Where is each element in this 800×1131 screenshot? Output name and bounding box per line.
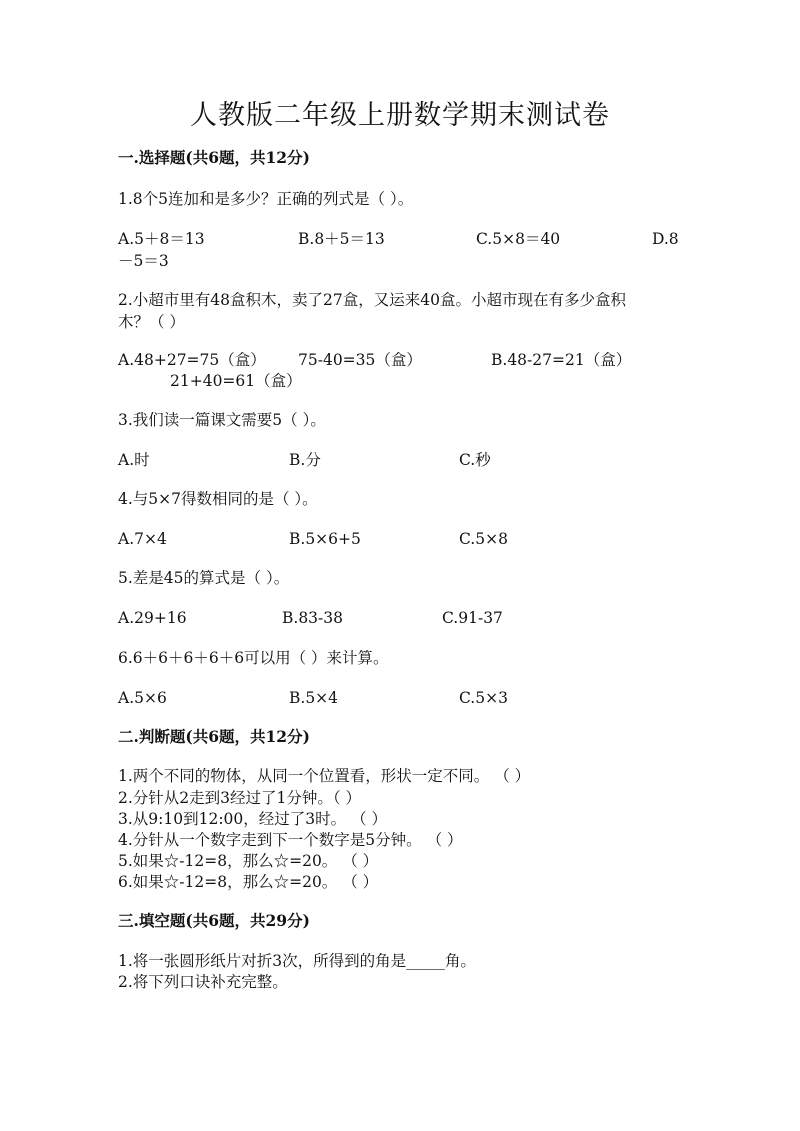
q1-option-c: C.5×8＝40 [476, 230, 561, 248]
question-3-stem: 3.我们读一篇课文需要5（ ）。 [118, 411, 326, 429]
q2-option-b: B.48-27=21（盒） [491, 351, 632, 369]
judgement-item-5: 5.如果☆-12=8，那么☆=20。 （ ） [118, 852, 379, 870]
section-heading-judgement: 二.判断题(共6题，共12分) [118, 727, 310, 746]
q6-option-a: A.5×6 [118, 689, 167, 707]
judgement-item-3: 3.从9:10到12:00，经过了3时。 （ ） [118, 810, 387, 828]
q5-option-a: A.29+16 [118, 609, 187, 627]
q5-option-c: C.91-37 [442, 609, 503, 627]
judgement-item-6: 6.如果☆-12=8，那么☆=20。 （ ） [118, 873, 379, 891]
q4-option-a: A.7×4 [118, 530, 167, 548]
question-5-stem: 5.差是45的算式是（ ）。 [118, 569, 290, 587]
question-1-stem: 1.8个5连加和是多少？正确的列式是（ ）。 [118, 190, 414, 208]
fill-in-item-2: 2.将下列口诀补充完整。 [118, 973, 288, 991]
q2-option-a: A.48+27=75（盒） [118, 351, 266, 369]
q5-option-b: B.83-38 [282, 609, 344, 627]
question-2-stem-line2: 木？（ ） [118, 313, 185, 331]
q6-option-b: B.5×4 [289, 689, 339, 707]
section-heading-fill-in: 三.填空题(共6题，共29分) [118, 911, 310, 930]
q6-option-c: C.5×3 [459, 689, 508, 707]
q3-option-a: A.时 [118, 451, 150, 469]
question-6-stem: 6.6＋6＋6＋6＋6可以用（ ）来计算。 [118, 649, 389, 667]
question-4-stem: 4.与5×7得数相同的是（ ）。 [118, 490, 318, 508]
q4-option-b: B.5×6+5 [289, 530, 361, 548]
fill-in-item-1: 1.将一张圆形纸片对折3次，所得到的角是_____角。 [118, 952, 476, 970]
question-2-stem-line1: 2.小超市里有48盒积木，卖了27盒，又运来40盒。小超市现在有多少盒积 [118, 291, 626, 309]
q2-option-a-step2: 75-40=35（盒） [298, 351, 422, 369]
q2-option-b-step2: 21+40=61（盒） [170, 372, 302, 390]
judgement-item-1: 1.两个不同的物体，从同一个位置看，形状一定不同。 （ ） [118, 767, 531, 785]
section-heading-choice: 一.选择题(共6题，共12分) [118, 148, 310, 167]
judgement-item-2: 2.分针从2走到3经过了1分钟。（ ） [118, 789, 362, 807]
q1-option-d-continued: －5＝3 [118, 252, 169, 270]
q1-option-d: D.8 [652, 230, 679, 248]
page-title: 人教版二年级上册数学期末测试卷 [190, 100, 610, 131]
q1-option-b: B.8＋5＝13 [298, 230, 385, 248]
q3-option-c: C.秒 [459, 451, 491, 469]
q4-option-c: C.5×8 [459, 530, 508, 548]
q1-option-a: A.5＋8＝13 [118, 230, 205, 248]
q3-option-b: B.分 [289, 451, 321, 469]
judgement-item-4: 4.分针从一个数字走到下一个数字是5分钟。 （ ） [118, 831, 463, 849]
